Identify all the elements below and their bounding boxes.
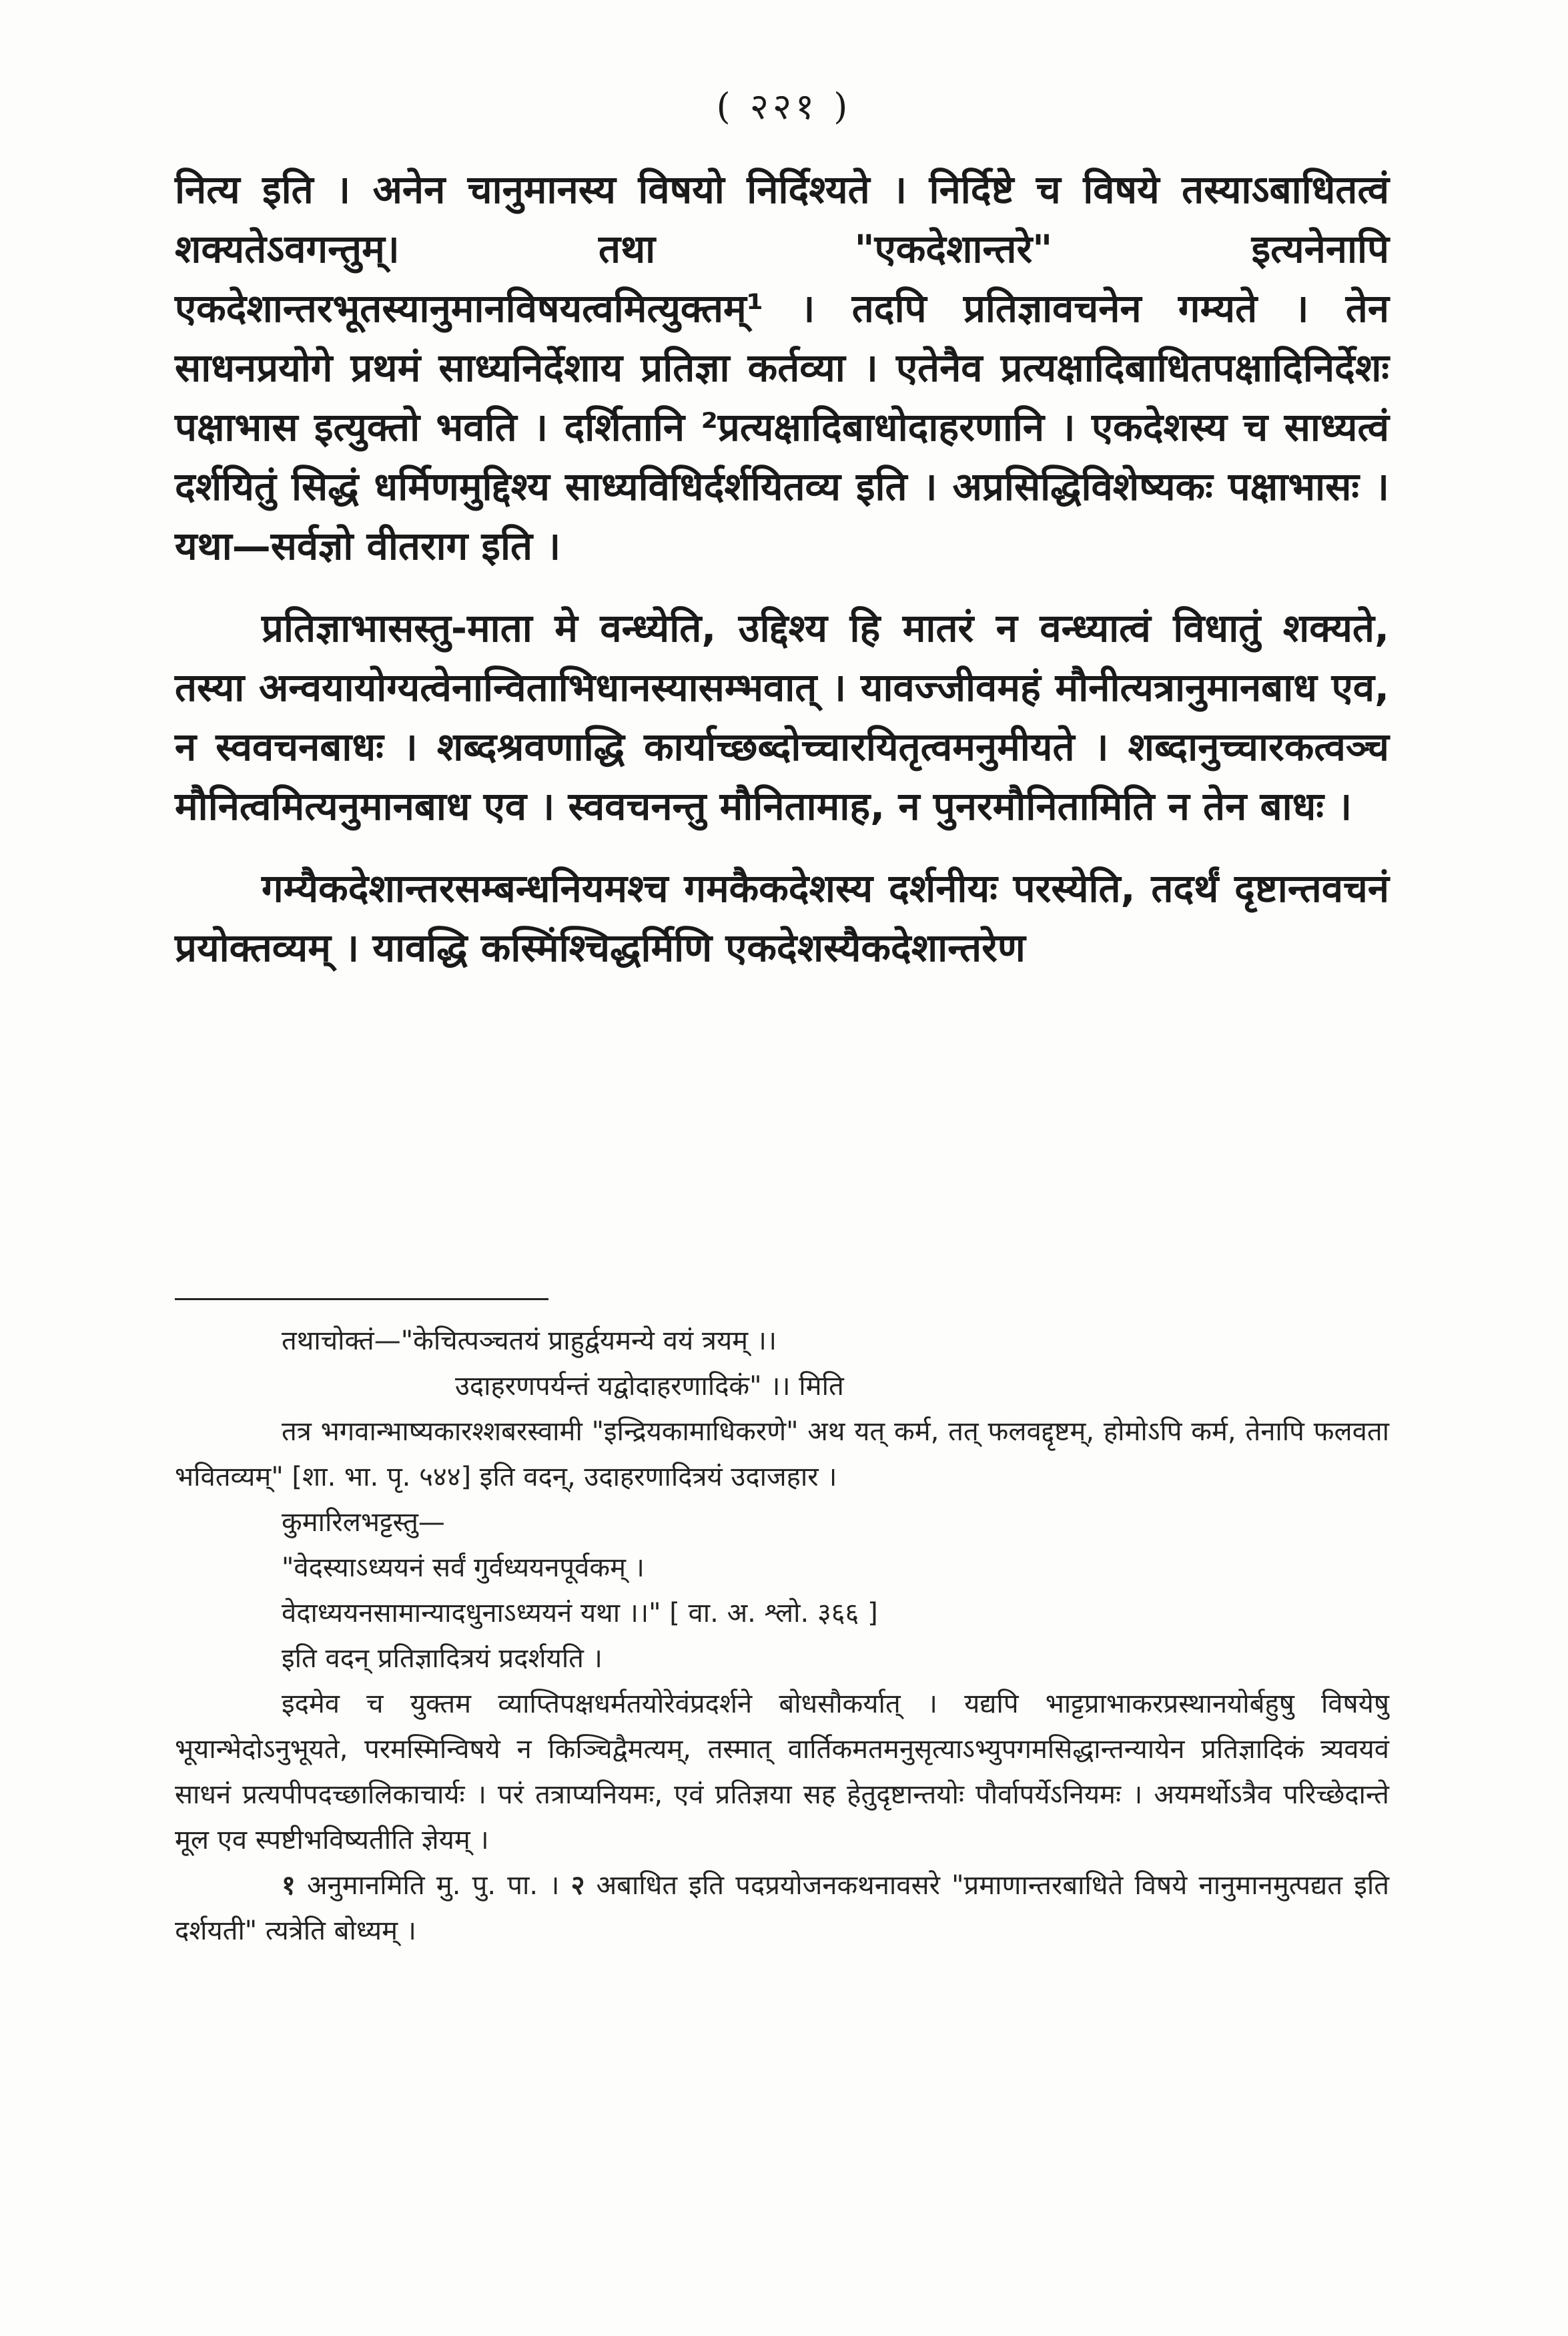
main-paragraph: प्रतिज्ञाभासस्तु-माता मे वन्ध्येति, उद्दिश्य हि मातरं न वन्ध्यात्वं विधातुं शक्यते, तस्या अन्वयायोग्यत्वेनान्विताभिधानस्यासम्भवात् । यावज्जीवमहं मौनीत्यत्रानुमानबाध एव, न स्ववचनबाधः । शब्दश्रवणाद्धि कार्याच्छब्दोच्चारयितृत्वमनुमीयते । शब्दानुच्चारकत्वञ्च मौनित्वमित्यनुमानबाध एव । स्ववचनन्तु मौनितामाह, न पुनरमौनितामिति न तेन बाधः ।	[175, 605, 1389, 829]
footnote-line: तथाचोक्तं—"केचित्पञ्चतयं प्राहुर्द्वयमन्ये वयं त्रयम् ।।	[282, 1326, 777, 1356]
numbered-footnotes	[175, 1863, 1389, 1954]
footnote-marker: २	[570, 1870, 585, 1901]
footnotes	[175, 1318, 1389, 1954]
main-text	[175, 160, 1389, 978]
page-number: ( २२१ )	[716, 85, 852, 127]
footnote-text: अनुमानमिति मु. पु. पा. ।	[307, 1870, 560, 1901]
footnote-line: इति वदन् प्रतिज्ञादित्रयं प्रदर्शयति ।	[282, 1643, 603, 1674]
footnote-line: उदाहरणपर्यन्तं यद्वोदाहरणादिकं" ।। मिति	[455, 1371, 844, 1402]
footnote-marker: १	[282, 1870, 296, 1901]
footnote-line: कुमारिलभट्टस्तु—	[282, 1507, 445, 1538]
main-paragraph: गम्यैकदेशान्तरसम्बन्धनियमश्च गमकैकदेशस्य दर्शनीयः परस्येति, तदर्थं दृष्टान्तवचनं प्रयोक्तव्यम् । यावद्धि कस्मिंश्चिद्धर्मिणि एकदेशस्यैकदेशान्तरेण	[175, 866, 1389, 970]
footnote-line: इदमेव च युक्तम व्याप्तिपक्षधर्मतयोरेवंप्रदर्शने बोधसौकर्यात् । यद्यपि भाट्टप्राभाकरप्रस्थानयोर्बहुषु विषयेषु भूयान्भेदोऽनुभूयते, परमस्मिन्विषये न किञ्चिद्वैमत्यम्, तस्मात् वार्तिकमतमनुसृत्याऽभ्युपगमसिद्धान्तन्यायेन प्रतिज्ञादिकं त्र्यवयवं साधनं प्रत्यपीपदच्छालिकाचार्यः । परं तत्राप्यनियमः, एवं प्रतिज्ञया सह हेतुदृष्टान्तयोः पौर्वापर्येऽनियमः । अयमर्थोऽत्रैव परिच्छेदान्ते मूल एव स्पष्टीभविष्यतीति ज्ञेयम् ।	[175, 1689, 1389, 1855]
footnote-line: वेदाध्ययनसामान्यादधुनाऽध्ययनं यथा ।।" [ वा. अ. श्लो. ३६६ ]	[282, 1598, 878, 1629]
footnote-text: अबाधित इति पदप्रयोजनकथनावसरे "प्रमाणान्तरबाधिते विषये नानुमानमुत्पद्यत इति दर्शयती" त्यत्रेति बोध्यम् ।	[175, 1870, 1389, 1946]
footnote-divider	[175, 1298, 548, 1300]
footnote-line: तत्र भगवान्भाष्यकारश्शबरस्वामी "इन्द्रियकामाधिकरणे" अथ यत् कर्म, तत् फलवद्दृष्टम्, होमोऽपि कर्म, तेनापि फलवता भवितव्यम्" [शा. भा. पृ. ५४४] इति वदन्, उदाहरणादित्रयं उदाजहार ।	[175, 1416, 1389, 1492]
main-paragraph: नित्य इति । अनेन चानुमानस्य विषयो निर्दिश्यते । निर्दिष्टे च विषये तस्याऽबाधितत्वं शक्यतेऽवगन्तुम्। तथा "एकदेशान्तरे" इत्यनेनापि एकदेशान्तरभूतस्यानुमानविषयत्वमित्युक्तम्¹ । तदपि प्रतिज्ञावचनेन गम्यते । तेन साधनप्रयोगे प्रथमं साध्यनिर्देशाय प्रतिज्ञा कर्तव्या । एतेनैव प्रत्यक्षादिबाधितपक्षादिनिर्देशः पक्षाभास इत्युक्तो भवति । दर्शितानि ²प्रत्यक्षादिबाधोदाहरणानि । एकदेशस्य च साध्यत्वं दर्शयितुं सिद्धं धर्मिणमुद्दिश्य साध्यविधिर्दर्शयितव्य इति । अप्रसिद्धिविशेष्यकः पक्षाभासः । यथा—सर्वज्ञो वीतराग इति ।	[175, 167, 1389, 569]
footnote-line: "वेदस्याऽध्ययनं सर्वं गुर्वध्ययनपूर्वकम् ।	[282, 1552, 645, 1583]
